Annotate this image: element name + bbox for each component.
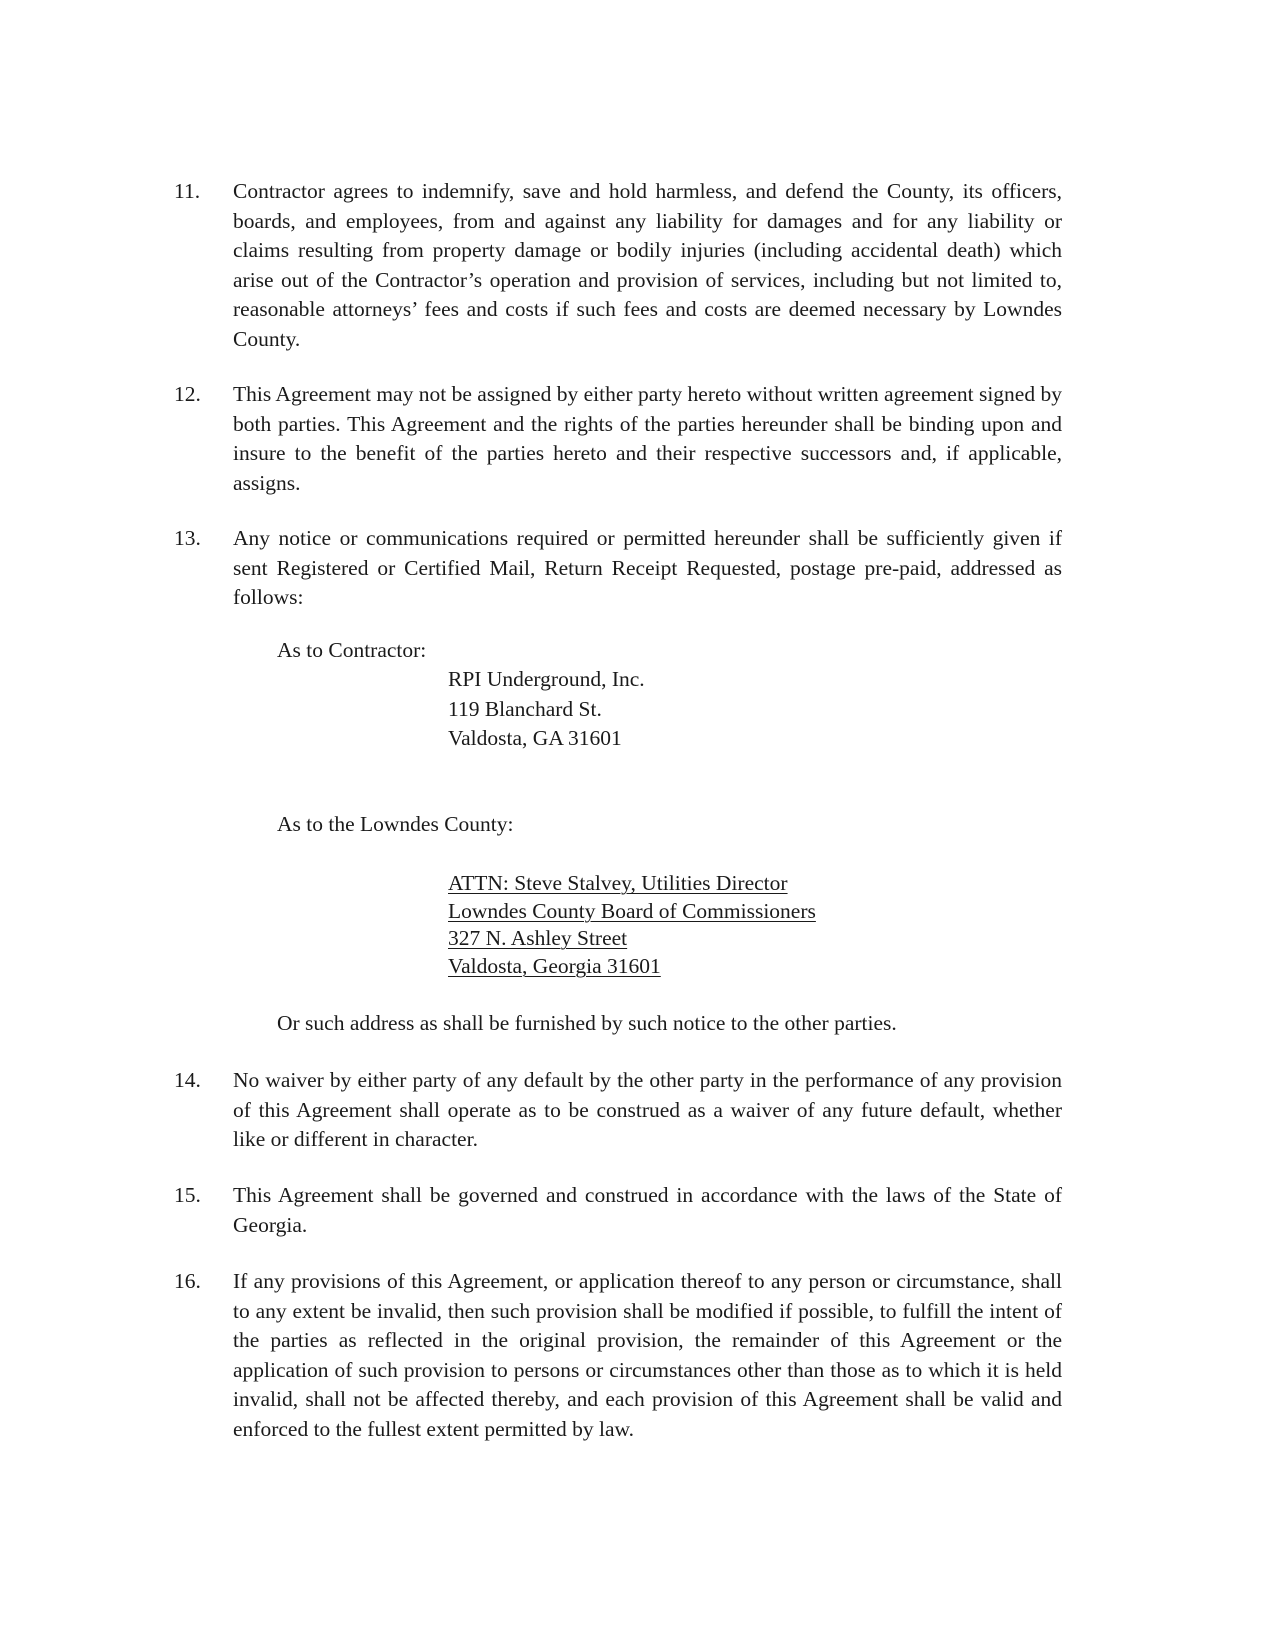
section-number: 11. xyxy=(174,179,201,203)
address-line: ATTN: Steve Stalvey, Utilities Director xyxy=(448,871,788,895)
section-number: 16. xyxy=(174,1269,201,1293)
section-number: 15. xyxy=(174,1183,201,1207)
address-line: 327 N. Ashley Street xyxy=(448,926,628,950)
section-text: If any provisions of this Agreement, or application thereof to any person or circumstance, shall to any extent be invalid, then such provision shall be modified if possible, to fulfill the intent of the parties as reflected in the original provision, the remainder of this Agreement or the application of such provision to persons or circumstances other than those as to which it is held invalid, shall not be affected thereby, and each provision of this Agreement shall be valid and enforced to the fullest extent permitted by law. xyxy=(233,1269,1062,1441)
section-number: 13. xyxy=(174,526,201,550)
section-text: No waiver by either party of any default by the other party in the performance of any provision of this Agreement shall operate as to be construed as a waiver of any future default, whether like or different in character. xyxy=(233,1068,1062,1151)
contractor-label: As to Contractor: xyxy=(277,638,427,662)
section-text: Any notice or communications required or permitted hereunder shall be sufficiently given if sent Registered or Certified Mail, Return Receipt Requested, postage pre-paid, addressed as follows: xyxy=(233,526,1062,609)
address-line: RPI Underground, Inc. xyxy=(448,667,645,691)
section-number: 14. xyxy=(174,1068,201,1092)
address-line: Valdosta, Georgia 31601 xyxy=(448,953,661,978)
section-text: This Agreement may not be assigned by either party hereto without written agreement signed by both parties. This Agreement and the rights of the parties hereunder shall be binding upon and insure to the benefit of the parties hereto and their respective successors and, if applicable, assigns. xyxy=(233,382,1062,495)
county-address xyxy=(448,870,816,980)
section-text: Contractor agrees to indemnify, save and hold harmless, and defend the County, its officers, boards, and employees, from and against any liability for damages and for any liability or claims resulting from property damage or bodily injuries (including accidental death) which arise out of the Contractor’s operation and provision of services, including but not limited to, reasonable attorneys’ fees and costs if such fees and costs are deemed necessary by Lowndes County. xyxy=(233,179,1062,351)
county-label: As to the Lowndes County: xyxy=(277,812,514,836)
notice-closing: Or such address as shall be furnished by such notice to the other parties. xyxy=(277,1011,897,1035)
section-text: This Agreement shall be governed and construed in accordance with the laws of the State of Georgia. xyxy=(233,1183,1062,1237)
address-line: Valdosta, GA 31601 xyxy=(448,726,622,750)
section-number: 12. xyxy=(174,382,201,406)
address-line: Lowndes County Board of Commissioners xyxy=(448,898,816,923)
address-line: 119 Blanchard St. xyxy=(448,696,602,721)
contractor-address xyxy=(448,665,645,754)
